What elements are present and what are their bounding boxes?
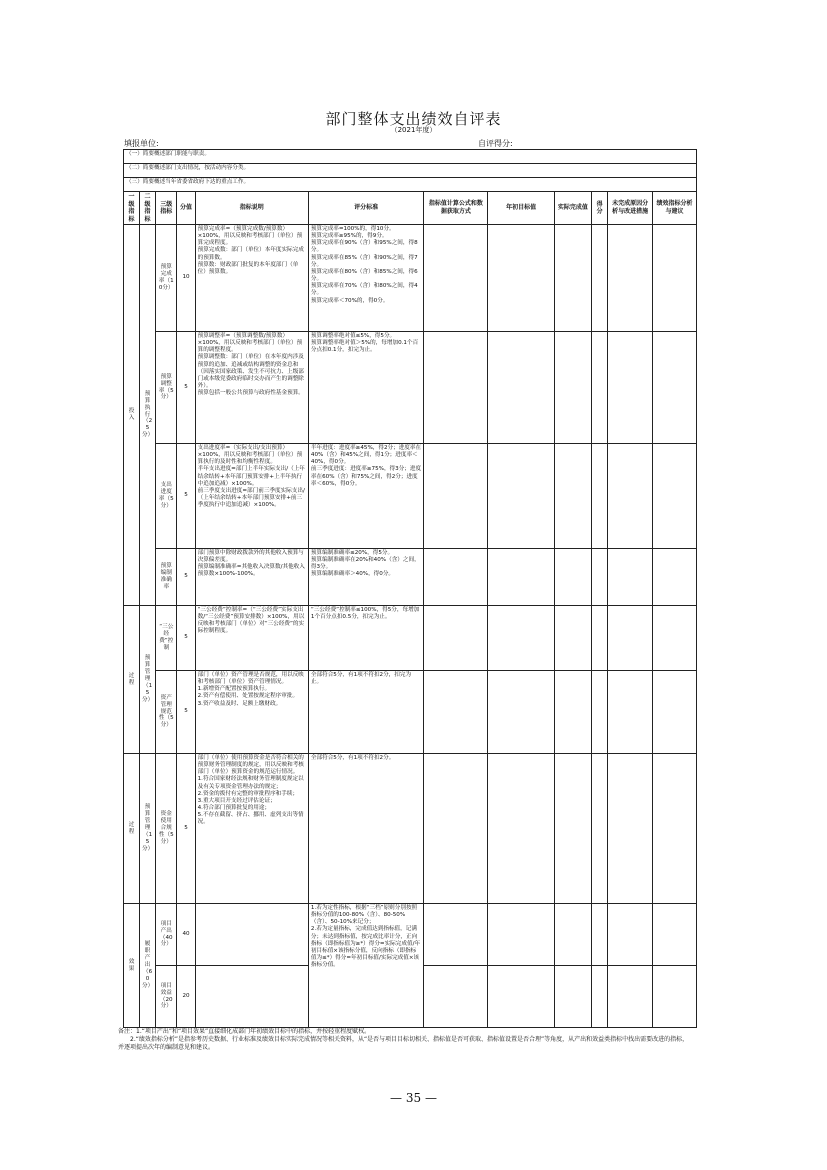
table-cell [554,966,591,1028]
table-cell [608,754,653,904]
scoring-standard-cell: 半年进度：进度率≥45%，得2分；进度率在40%（含）和45%之间，得1分；进度率＜40%，得0分。 前三季度进度：进度率≥75%，得3分；进度率在60%（含）和75%之间，得2分；进度率＜60%，得0分。 [308,444,423,549]
table-cell [653,549,697,606]
performance-table [123,149,697,1028]
level2-cell: 预算执行（25分） [140,225,156,606]
score-value-cell: 5 [177,671,195,754]
score-value-cell: 10 [177,225,195,332]
indicator-desc-cell: 部门预算中除财政拨款外的其他收入预算与决算偏差度。 预算编制准确率=其他收入决算数/其他收入预算数×100%-100%。 [195,549,308,606]
score-value-cell: 40 [177,904,195,966]
scoring-standard-cell: 全部符合5分，有1项不符扣2分，扣完为止。 [308,671,423,754]
level3-cell: “三公经费”控制 [156,606,177,671]
table-cell [424,225,488,332]
scoring-standard-cell: “三公经费”控制率≤100%，得5分，每增加1个百分点扣0.5分，扣完为止。 [308,606,423,671]
header-target: 年初目标值 [488,192,554,225]
intro-row: （三）简要概述当年省委省政府下达的重点工作。 [124,178,697,192]
header-actual: 实际完成值 [554,192,591,225]
level1-cell: 过程 [124,606,140,754]
scoring-standard-cell: 1.若为定性指标，根据“三档”原则分别按照指标分值的100-80%（含）、80-50%（含）、50-10%来记分； 2.若为定量指标，完成值达到指标值，记满分；未达到指标值，按完成比率计分，正向指标（即指标值为≥*）得分=实际完成值/年初目标值×该指标分值，反向指标（即指标值为≤*）得分=年初目标值/实际完成值×该指标分值。 [308,904,423,1028]
level3-cell: 项目效益（20分） [156,966,177,1028]
table-cell [608,606,653,671]
header-analysis: 绩效指标分析与建议 [653,192,697,225]
notes [118,1028,693,1051]
header-score-value: 分值 [177,192,195,225]
indicator-desc-cell: 部门（单位）使用预算资金是否符合相关的预算财务管理制度的规定，用以反映和考核部门（单位）预算资金的规范运行情况。 1.符合国家财经法规和财务管理制度规定以及有关专项资金管理办法的规定； 2.资金的拨付有完整的审批程序和手续； 3.重大项目开支经过评估论证； 4.符合部门预算批复的用途； 5.不存在截留、挤占、挪用、虚列支出等情况。 [195,754,308,904]
table-cell [592,904,608,966]
table-cell [608,904,653,966]
level1-cell: 过程 [124,754,140,904]
table-cell [653,904,697,966]
header-reason: 未完成原因分析与改进措施 [608,192,653,225]
table-cell [554,904,591,966]
table-cell [592,225,608,332]
table-cell [653,754,697,904]
table-cell [592,754,608,904]
table-cell [554,754,591,904]
level2-cell: 预算管理（15分） [140,606,156,754]
level2-cell: 预算管理（15分） [140,754,156,904]
header-level3: 三级指标 [156,192,177,225]
table-cell [424,332,488,444]
indicator-desc-cell: 预算调整率=（预算调整数/预算数）×100%，用以反映和考核部门（单位）预算的调整程度。 预算调整数：部门（单位）在本年度内涉及预算的追加、追减或结构调整的资金总和（因落实国家政策、发生不可抗力、上级部门或本级党委政府临时交办而产生的调整除外）。 预算包括一般公共预算与政府性基金预算。 [195,332,308,444]
table-cell [608,671,653,754]
table-cell [488,754,554,904]
table-cell [488,966,554,1028]
score-value-cell: 5 [177,444,195,549]
indicator-desc-cell [195,966,308,1028]
table-cell [592,444,608,549]
table-cell [554,444,591,549]
intro-row: （二）简要概述部门支出情况，按活动内容分类。 [124,164,697,178]
header-formula: 指标值计算公式和数据获取方式 [424,192,488,225]
indicator-desc-cell: “三公经费”控制率=（“三公经费”实际支出数/“三公经费”预算安排数）×100%，用以反映和考核部门（单位）对“三公经费”的实际控制程度。 [195,606,308,671]
header-level1: 一级指标 [124,192,140,225]
table-cell [592,606,608,671]
table-cell [424,549,488,606]
note-line: 2.“绩效指标分析”是指参考历史数据、行业标准及绩效目标实际完成情况等相关资料，从“是否与项目目标切相关、指标值是否可获取、指标值设置是否合理”等角度，从产出和效益类指标中找出需要改进的指标，并逐项提出次年的编制意见和建议。 [118,1035,689,1051]
table-cell [653,225,697,332]
table-cell [424,904,488,966]
fill-unit-label: 填报单位: [124,139,159,148]
score-value-cell: 5 [177,549,195,606]
table-cell [608,225,653,332]
scoring-standard-cell: 预算完成率=100%的，得10分。 预算完成率≥95%的，得9分。 预算完成率在90%（含）和95%之间，得8分。 预算完成率在85%（含）和90%之间，得7分。 预算完成率在80%（含）和85%之间，得6分。 预算完成率在70%（含）和80%之间，得4分。 预算完成率＜70%的，得0分。 [308,225,423,332]
table-cell [424,444,488,549]
table-cell [608,332,653,444]
table-cell [592,549,608,606]
level3-cell: 预算调整率（5分） [156,332,177,444]
header-scoring-standard: 评分标准 [308,192,423,225]
scoring-standard-cell: 预算编制准确率≤20%，得5分。 预算编制准确率在20%和40%（含）之间，得3分。 预算编制准确率＞40%，得0分。 [308,549,423,606]
table-cell [554,671,591,754]
level3-cell: 预算编制准确率 [156,549,177,606]
table-cell [554,549,591,606]
table-cell [653,671,697,754]
score-value-cell: 5 [177,332,195,444]
table-cell [424,754,488,904]
page-number: — 35 — [390,1091,437,1105]
header-score: 得分 [592,192,608,225]
level2-cell: 履职产出（60分） [140,904,156,1028]
page-title: 部门整体支出绩效自评表 [325,110,502,128]
table-cell [424,671,488,754]
level1-cell: 效果 [124,904,140,1028]
header-indicator-desc: 指标说明 [195,192,308,225]
table-cell [653,606,697,671]
table-cell [653,444,697,549]
score-value-cell: 5 [177,606,195,671]
table-cell [653,332,697,444]
table-cell [592,671,608,754]
indicator-desc-cell: 部门（单位）资产管理是否规范，用以反映和考核部门（单位）资产管理情况。 1.新增资产配置按预算执行。 2.资产有偿使用、处置按规定程序审批。 3.资产收益及时、足额上缴财政。 [195,671,308,754]
table-cell [424,966,488,1028]
scoring-standard-cell: 全部符合5分，有1项不符扣2分。 [308,754,423,904]
table-cell [488,225,554,332]
table-cell [608,966,653,1028]
scoring-standard-cell: 预算调整率绝对值≤5%，得5分。 预算调整率绝对值＞5%的，每增加0.1个百分点扣0.1分，扣完为止。 [308,332,423,444]
table-cell [554,332,591,444]
level3-cell: 支出进度率（5分） [156,444,177,549]
table-cell [554,606,591,671]
level3-cell: 资产管理规范性（5分） [156,671,177,754]
table-cell [608,549,653,606]
table-cell [488,671,554,754]
indicator-desc-cell [195,904,308,966]
level3-cell: 资金使用合规性（5分） [156,754,177,904]
score-value-cell: 20 [177,966,195,1028]
table-cell [424,606,488,671]
table-cell [608,444,653,549]
table-cell [488,904,554,966]
intro-row: （一）简要概述部门职能与职责。 [124,150,697,164]
level3-cell: 预算完成率（10分） [156,225,177,332]
table-cell [653,966,697,1028]
level1-cell: 投入 [124,225,140,606]
level3-cell: 项目产出（40分） [156,904,177,966]
table-cell [592,332,608,444]
indicator-desc-cell: 支出进度率=（实际支出/支出预算）×100%，用以反映和考核部门（单位）预算执行的及时性和均衡性程度。 半年支出进度=部门上半年实际支出/（上年结余结转+本年部门预算安排+上半年执行中追加追减）×100%。 前三季度支出进度=部门前三季度实际支出/（上年结余结转+本年部门预算安排+前三季度执行中追加追减）×100%。 [195,444,308,549]
indicator-desc-cell: 预算完成率=（预算完成数/预算数）×100%，用以反映和考核部门（单位）预算完成程度。 预算完成数：部门（单位）本年度实际完成的预算数。 预算数：财政部门批复的本年度部门（单位）预算数。 [195,225,308,332]
year-subtitle: （2021年度） [390,126,437,134]
table-cell [488,606,554,671]
table-cell [488,332,554,444]
note-line: 备注：1.“项目产出”和“项目效果”直接细化成部门年初绩效目标中的指标，并按轻重程度赋权。 [118,1028,371,1035]
table-cell [488,549,554,606]
score-value-cell: 5 [177,754,195,904]
self-score-label: 自评得分: [478,139,513,148]
table-cell [592,966,608,1028]
header-level2: 二级指标 [140,192,156,225]
table-cell [554,225,591,332]
table-cell [488,444,554,549]
